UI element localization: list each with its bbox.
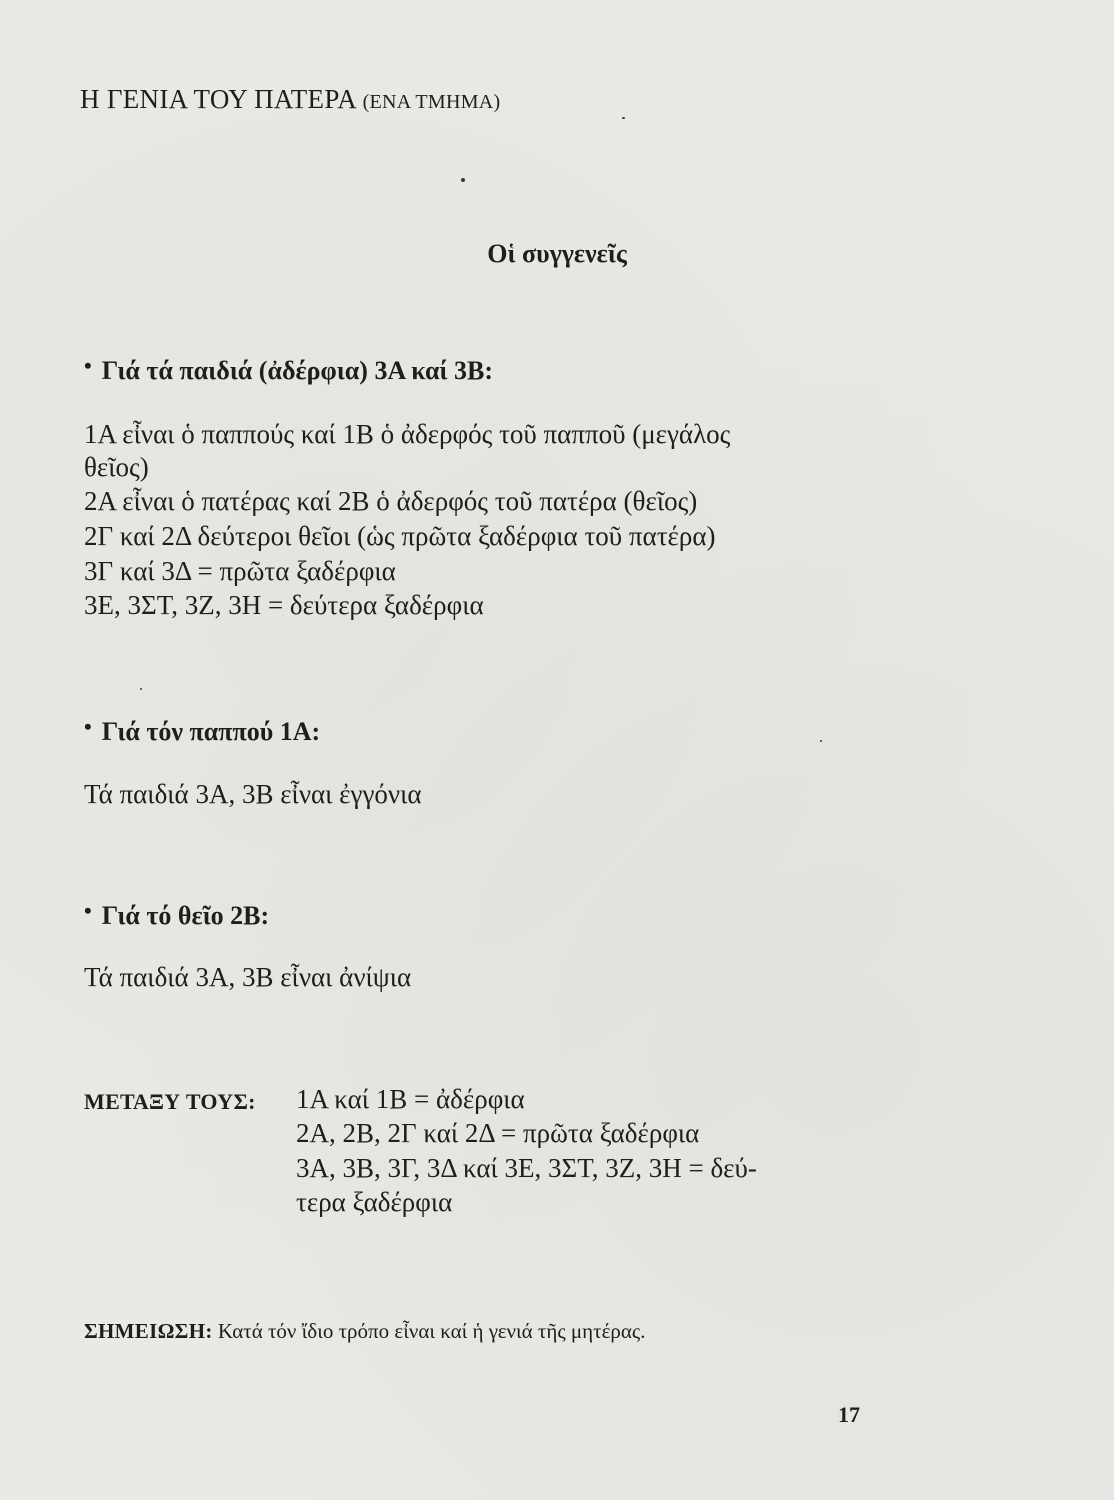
section-heading-grandfather (84, 714, 321, 747)
body-line: 1Α εἶναι ὁ παππούς καί 1Β ὁ ἀδερφός τοῦ παπποῦ (μεγάλος (84, 419, 731, 449)
heading-text: Γιά τόν παππού 1Α: (101, 717, 321, 746)
section-heading-siblings (84, 353, 494, 386)
body-line: 2Α εἶναι ὁ πατέρας καί 2Β ὁ ἀδερφός τοῦ πατέρα (θεῖος) (84, 486, 698, 516)
page-header (80, 84, 501, 115)
bullet-icon: • (84, 898, 92, 923)
body-line: θεῖος) (84, 452, 149, 482)
heading-text: Γιά τό θεῖο 2Β: (101, 901, 270, 930)
bullet-icon: • (84, 714, 92, 739)
body-line: 2Γ καί 2Δ δεύτεροι θεῖοι (ὡς πρῶτα ξαδέρφια τοῦ πατέρα) (84, 521, 716, 551)
page-number: 17 (838, 1402, 860, 1427)
body-line: 3Γ καί 3Δ = πρῶτα ξαδέρφια (84, 556, 396, 586)
note-label: ΣΗΜΕΙΩΣΗ: (84, 1319, 213, 1343)
between-line: 1Α καί 1Β = ἀδέρφια (296, 1084, 525, 1114)
note (84, 1319, 645, 1344)
note-text: Κατά τόν ἴδιο τρόπο εἶναι καί ἡ γενιά τῆς μητέρας. (217, 1319, 646, 1343)
heading-text: Γιά τά παιδιά (ἀδέρφια) 3Α καί 3Β: (101, 356, 494, 385)
scan-speck (622, 117, 625, 119)
header-title-main: Η ΓΕΝΙΑ ΤΟΥ ΠΑΤΕΡΑ (80, 84, 356, 114)
body-line: 3Ε, 3ΣΤ, 3Ζ, 3Η = δεύτερα ξαδέρφια (84, 590, 484, 620)
scan-speck (140, 688, 142, 690)
section-title: Οἱ συγγενεῖς (487, 239, 627, 268)
between-line: τερα ξαδέρφια (296, 1187, 453, 1217)
scan-speck (820, 740, 822, 742)
scan-speck (461, 178, 465, 182)
body-line: Τά παιδιά 3Α, 3Β εἶναι ἀνίψια (84, 962, 412, 992)
between-line: 2Α, 2Β, 2Γ καί 2Δ = πρῶτα ξαδέρφια (296, 1118, 700, 1148)
header-title-sub: (ΕΝΑ ΤΜΗΜΑ) (362, 91, 501, 113)
between-label: ΜΕΤΑΞΥ ΤΟΥΣ: (84, 1089, 256, 1114)
bullet-icon: • (84, 353, 92, 378)
between-line: 3Α, 3Β, 3Γ, 3Δ καί 3Ε, 3ΣΤ, 3Ζ, 3Η = δεύ- (296, 1153, 757, 1183)
body-line: Τά παιδιά 3Α, 3Β εἶναι ἐγγόνια (84, 779, 422, 809)
section-heading-uncle (84, 898, 270, 931)
